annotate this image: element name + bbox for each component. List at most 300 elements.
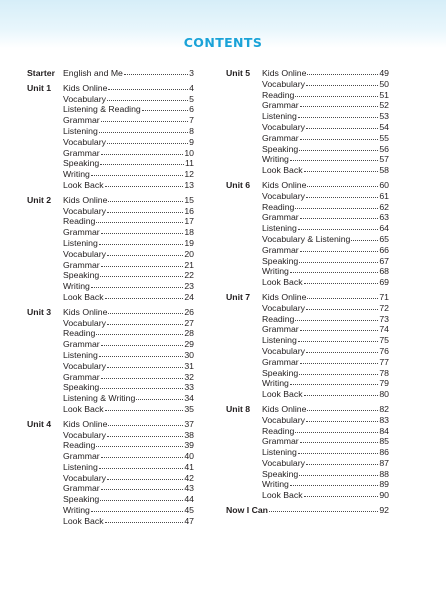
page-number: 31 — [184, 360, 194, 371]
page-number: 13 — [184, 179, 194, 190]
toc-entry[interactable] — [226, 292, 389, 303]
dot-leader — [290, 484, 378, 486]
page-number: 34 — [184, 393, 194, 404]
dot-leader — [351, 239, 378, 241]
toc-entry[interactable] — [226, 303, 389, 314]
dot-leader — [96, 445, 183, 447]
page-title: CONTENTS — [183, 35, 263, 50]
entry-title: Reading — [262, 425, 295, 436]
toc-entry-line — [63, 328, 194, 339]
toc-entry-line — [63, 361, 194, 372]
entry-title: Speaking — [262, 367, 299, 378]
toc-entry[interactable] — [27, 328, 194, 339]
page-number: 87 — [379, 457, 389, 468]
dot-leader — [108, 312, 183, 314]
page-number: 88 — [379, 468, 389, 479]
toc-entry[interactable] — [226, 378, 389, 389]
entry-title: Writing — [262, 266, 289, 277]
dot-leader — [101, 120, 188, 122]
toc-entry[interactable] — [226, 79, 389, 90]
toc-entry-line — [63, 148, 194, 159]
toc-entry[interactable] — [27, 216, 194, 227]
toc-entry[interactable] — [226, 68, 389, 79]
toc-entry[interactable] — [226, 389, 389, 400]
toc-entry-line — [63, 339, 194, 350]
dot-leader — [299, 474, 378, 476]
toc-entry[interactable] — [27, 516, 194, 527]
dot-leader — [101, 344, 184, 346]
toc-entry[interactable] — [226, 447, 389, 458]
page-number: 4 — [189, 82, 194, 93]
entry-title: Listening — [63, 237, 98, 248]
entry-title: Speaking — [63, 382, 100, 393]
dot-leader — [299, 261, 378, 263]
dot-leader — [295, 207, 378, 209]
toc-entry[interactable] — [226, 165, 389, 176]
toc-entry-line — [262, 266, 389, 277]
unit-section-unit-8 — [226, 404, 389, 501]
dot-leader — [105, 409, 184, 411]
page-number: 75 — [379, 335, 389, 346]
dot-leader — [300, 217, 379, 219]
toc-entry[interactable] — [27, 227, 194, 238]
toc-entry-line — [262, 191, 389, 202]
toc-entry[interactable] — [226, 415, 389, 426]
page-number: 18 — [184, 227, 194, 238]
toc-entry[interactable] — [226, 256, 389, 267]
toc-entry[interactable] — [226, 191, 389, 202]
toc-entry-line — [262, 245, 389, 256]
page-number: 90 — [379, 490, 389, 501]
toc-entry[interactable] — [27, 148, 194, 159]
dot-leader — [100, 275, 183, 277]
unit-label: Unit 6 — [226, 179, 251, 190]
page-number: 23 — [184, 281, 194, 292]
unit-section-unit-4 — [27, 419, 194, 527]
unit-section-unit-1 — [27, 83, 194, 191]
toc-entry-line — [262, 256, 389, 267]
entry-title: Kids Online — [262, 403, 307, 414]
toc-entry-line — [63, 494, 194, 505]
dot-leader — [107, 478, 183, 480]
toc-entry-line — [63, 404, 194, 415]
toc-entry[interactable] — [27, 430, 194, 441]
toc-entry[interactable] — [226, 490, 389, 501]
dot-leader — [99, 131, 188, 133]
toc-entry[interactable] — [27, 462, 194, 473]
entry-title: Look Back — [63, 291, 104, 302]
page-number: 51 — [379, 89, 389, 100]
contents-column-right — [226, 68, 389, 520]
toc-entry[interactable] — [226, 180, 389, 191]
dot-leader — [101, 488, 184, 490]
toc-entry[interactable] — [27, 83, 194, 94]
toc-entry[interactable] — [27, 339, 194, 350]
toc-entry-line — [63, 462, 194, 473]
toc-entry[interactable] — [226, 111, 389, 122]
toc-entry[interactable] — [226, 212, 389, 223]
toc-entry[interactable] — [27, 393, 194, 404]
dot-leader — [101, 456, 184, 458]
dot-leader — [300, 138, 379, 140]
toc-entry-line — [262, 458, 389, 469]
entry-title: Listening — [262, 223, 297, 234]
unit-label: Unit 8 — [226, 403, 251, 414]
toc-entry[interactable] — [27, 270, 194, 281]
toc-entry[interactable] — [27, 238, 194, 249]
toc-entry[interactable] — [27, 307, 194, 318]
entry-title: Reading — [63, 328, 96, 339]
unit-section-unit-5 — [226, 68, 389, 176]
entry-title: Writing — [63, 281, 90, 292]
toc-entry[interactable] — [226, 469, 389, 480]
dot-leader — [299, 149, 378, 151]
entry-title: Kids Online — [63, 418, 108, 429]
toc-entry[interactable] — [27, 169, 194, 180]
dot-leader — [306, 351, 378, 353]
toc-entry[interactable] — [226, 122, 389, 133]
toc-entry[interactable] — [226, 133, 389, 144]
toc-entry-line — [262, 133, 389, 144]
toc-entry[interactable] — [27, 318, 194, 329]
toc-entry[interactable] — [27, 206, 194, 217]
page-number: 77 — [379, 356, 389, 367]
dot-leader — [124, 73, 188, 75]
toc-entry[interactable] — [226, 404, 389, 415]
unit-label: Unit 1 — [27, 82, 52, 93]
page-number: 49 — [379, 68, 389, 78]
entry-title: Writing — [262, 378, 289, 389]
page-number: 65 — [379, 233, 389, 244]
contents-column-left — [27, 68, 194, 531]
entry-title: Reading — [262, 313, 295, 324]
entry-title: Look Back — [262, 490, 303, 501]
page-number: 67 — [379, 255, 389, 266]
page-number: 72 — [379, 302, 389, 313]
toc-entry-line — [262, 292, 389, 303]
page-number: 84 — [379, 425, 389, 436]
page-number: 30 — [184, 349, 194, 360]
toc-entry-line — [262, 357, 389, 368]
dot-leader — [306, 463, 378, 465]
entry-title: Vocabulary — [63, 472, 106, 483]
toc-entry[interactable] — [226, 314, 389, 325]
toc-entry[interactable] — [226, 277, 389, 288]
dot-leader — [91, 510, 183, 512]
toc-entry[interactable] — [27, 372, 194, 383]
page-number: 42 — [184, 472, 194, 483]
page-number: 68 — [379, 266, 389, 277]
toc-entry[interactable] — [226, 100, 389, 111]
page-number: 53 — [379, 111, 389, 122]
toc-entry[interactable] — [226, 234, 389, 245]
page-number: 20 — [184, 248, 194, 259]
dot-leader — [307, 73, 378, 75]
page-number: 8 — [189, 125, 194, 136]
toc-entry-line — [262, 436, 389, 447]
toc-entry[interactable] — [27, 419, 194, 430]
toc-entry-line — [63, 227, 194, 238]
page-number: 29 — [184, 339, 194, 350]
entry-title: Speaking — [63, 270, 100, 281]
entry-title: English and Me — [63, 68, 123, 78]
dot-leader — [300, 362, 379, 364]
page-number: 19 — [184, 237, 194, 248]
entry-title: Grammar — [63, 227, 100, 238]
dot-leader — [91, 174, 183, 176]
toc-entry-line — [262, 303, 389, 314]
dot-leader — [290, 159, 378, 161]
toc-entry-line — [63, 126, 194, 137]
page-number: 47 — [184, 515, 194, 526]
toc-entry-line — [262, 479, 389, 490]
dot-leader — [107, 99, 188, 101]
entry-title: Vocabulary — [262, 78, 305, 89]
page-number: 69 — [379, 277, 389, 288]
page-number: 24 — [184, 291, 194, 302]
toc-entry[interactable] — [27, 249, 194, 260]
dot-leader — [300, 441, 379, 443]
toc-entry-line — [63, 206, 194, 217]
dot-leader — [306, 196, 378, 198]
toc-entry-line — [262, 426, 389, 437]
toc-entry-line — [63, 372, 194, 383]
toc-entry[interactable] — [226, 202, 389, 213]
toc-entry[interactable] — [27, 137, 194, 148]
entry-title: Look Back — [262, 389, 303, 400]
page-number: 43 — [184, 483, 194, 494]
page-number: 86 — [379, 447, 389, 458]
unit-section-unit-2 — [27, 195, 194, 303]
dot-leader — [105, 521, 184, 523]
page-number: 92 — [379, 505, 389, 516]
page-number: 10 — [184, 147, 194, 158]
entry-title: Kids Online — [262, 179, 307, 190]
toc-entry-line — [262, 314, 389, 325]
entry-title: Look Back — [63, 515, 104, 526]
dot-leader — [298, 452, 379, 454]
toc-entry[interactable] — [27, 115, 194, 126]
entry-title: Writing — [63, 505, 90, 516]
toc-entry-line — [63, 68, 194, 79]
page-number: 50 — [379, 78, 389, 89]
toc-entry-line — [63, 382, 194, 393]
toc-entry[interactable] — [226, 266, 389, 277]
toc-entry[interactable] — [27, 473, 194, 484]
page-number: 26 — [184, 306, 194, 317]
unit-label: Starter — [27, 68, 56, 78]
unit-label: Unit 3 — [27, 306, 52, 317]
toc-entry[interactable] — [27, 260, 194, 271]
entry-title: Grammar — [262, 100, 299, 111]
dot-leader — [306, 127, 378, 129]
toc-entry[interactable] — [27, 505, 194, 516]
entry-title: Grammar — [63, 483, 100, 494]
dot-leader — [96, 221, 183, 223]
toc-entry-line — [63, 195, 194, 206]
entry-title: Grammar — [262, 212, 299, 223]
entry-title: Reading — [262, 201, 295, 212]
toc-entry-line — [63, 516, 194, 527]
toc-entry-line — [262, 212, 389, 223]
toc-entry[interactable] — [27, 68, 194, 79]
toc-entry-line — [63, 180, 194, 191]
dot-leader — [107, 211, 183, 213]
page-number: 28 — [184, 328, 194, 339]
page-number: 27 — [184, 317, 194, 328]
dot-leader — [307, 185, 378, 187]
toc-entry[interactable] — [27, 494, 194, 505]
page-number: 37 — [184, 418, 194, 429]
toc-entry[interactable] — [226, 245, 389, 256]
toc-entry-line — [63, 169, 194, 180]
dot-leader — [107, 366, 183, 368]
page-number: 58 — [379, 165, 389, 176]
toc-entry-line — [262, 378, 389, 389]
dot-leader — [307, 409, 378, 411]
dot-leader — [96, 333, 183, 335]
toc-entry[interactable] — [226, 357, 389, 368]
toc-entry[interactable] — [226, 479, 389, 490]
toc-entry-line — [63, 483, 194, 494]
page-number: 7 — [189, 115, 194, 126]
toc-entry[interactable] — [27, 451, 194, 462]
toc-entry[interactable] — [226, 144, 389, 155]
toc-entry-line — [262, 415, 389, 426]
toc-entry-line — [262, 154, 389, 165]
toc-entry[interactable] — [27, 404, 194, 415]
toc-entry[interactable] — [27, 350, 194, 361]
entry-title: Vocabulary — [63, 317, 106, 328]
toc-entry[interactable] — [226, 346, 389, 357]
toc-entry[interactable] — [27, 281, 194, 292]
toc-entry-line — [262, 324, 389, 335]
toc-entry[interactable] — [226, 505, 389, 516]
entry-title: Vocabulary — [262, 190, 305, 201]
dot-leader — [290, 271, 378, 273]
entry-title: Vocabulary — [262, 302, 305, 313]
dot-leader — [107, 323, 183, 325]
page-number: 40 — [184, 451, 194, 462]
entry-title: Grammar — [262, 436, 299, 447]
entry-title: Writing — [63, 169, 90, 180]
page-number: 79 — [379, 378, 389, 389]
toc-entry[interactable] — [27, 440, 194, 451]
toc-entry[interactable] — [226, 368, 389, 379]
entry-title: Writing — [262, 479, 289, 490]
page-number: 64 — [379, 223, 389, 234]
page-number: 22 — [184, 270, 194, 281]
entry-title: Listening — [63, 125, 98, 136]
toc-entry-line — [63, 451, 194, 462]
entry-title: Now I Can — [226, 505, 268, 516]
page-number: 76 — [379, 345, 389, 356]
toc-entry-line — [262, 144, 389, 155]
toc-entry-line — [63, 137, 194, 148]
toc-entry[interactable] — [27, 126, 194, 137]
dot-leader — [100, 387, 183, 389]
toc-entry[interactable] — [27, 158, 194, 169]
entry-title: Reading — [262, 89, 295, 100]
toc-entry-line — [226, 505, 389, 516]
entry-title: Grammar — [63, 259, 100, 270]
page-number: 54 — [379, 121, 389, 132]
dot-leader — [295, 319, 378, 321]
entry-title: Grammar — [262, 132, 299, 143]
page-number: 60 — [379, 179, 389, 190]
toc-entry[interactable] — [27, 94, 194, 105]
toc-entry[interactable] — [27, 483, 194, 494]
toc-entry[interactable] — [27, 195, 194, 206]
dot-leader — [304, 282, 379, 284]
unit-label: Unit 7 — [226, 291, 251, 302]
toc-entry[interactable] — [27, 361, 194, 372]
dot-leader — [107, 435, 183, 437]
unit-section-unit-7 — [226, 292, 389, 400]
toc-entry-line — [63, 430, 194, 441]
toc-entry[interactable] — [226, 426, 389, 437]
entry-title: Grammar — [262, 324, 299, 335]
entry-title: Vocabulary — [262, 121, 305, 132]
toc-entry[interactable] — [226, 223, 389, 234]
dot-leader — [142, 109, 188, 111]
toc-entry[interactable] — [226, 436, 389, 447]
entry-title: Grammar — [63, 451, 100, 462]
entry-title: Listening — [63, 349, 98, 360]
toc-entry-line — [63, 318, 194, 329]
toc-entry-line — [63, 115, 194, 126]
toc-entry-line — [63, 158, 194, 169]
toc-entry-line — [262, 277, 389, 288]
toc-entry[interactable] — [27, 180, 194, 191]
toc-entry-line — [262, 90, 389, 101]
entry-title: Listening & Writing — [63, 393, 136, 404]
page-number: 3 — [189, 68, 194, 78]
dot-leader — [91, 286, 183, 288]
page-number: 89 — [379, 479, 389, 490]
dot-leader — [99, 355, 184, 357]
toc-entry[interactable] — [27, 292, 194, 303]
toc-entry[interactable] — [27, 104, 194, 115]
entry-title: Grammar — [63, 147, 100, 158]
page-number: 55 — [379, 132, 389, 143]
entry-title: Listening & Reading — [63, 104, 141, 115]
entry-title: Grammar — [262, 356, 299, 367]
page-number: 21 — [184, 259, 194, 270]
dot-leader — [299, 373, 378, 375]
toc-entry-line — [63, 350, 194, 361]
toc-entry[interactable] — [226, 458, 389, 469]
page-number: 11 — [184, 158, 194, 169]
toc-entry[interactable] — [226, 90, 389, 101]
dot-leader — [300, 250, 379, 252]
dot-leader — [100, 499, 183, 501]
toc-entry-line — [262, 165, 389, 176]
toc-entry-line — [63, 307, 194, 318]
toc-entry-line — [63, 249, 194, 260]
entry-title: Vocabulary — [63, 429, 106, 440]
toc-entry[interactable] — [226, 324, 389, 335]
toc-entry-line — [63, 419, 194, 430]
toc-entry[interactable] — [27, 382, 194, 393]
toc-entry[interactable] — [226, 154, 389, 165]
entry-title: Look Back — [63, 403, 104, 414]
dot-leader — [107, 142, 188, 144]
page-number: 78 — [379, 367, 389, 378]
page-number: 17 — [184, 216, 194, 227]
toc-entry-line — [262, 68, 389, 79]
toc-entry[interactable] — [226, 335, 389, 346]
